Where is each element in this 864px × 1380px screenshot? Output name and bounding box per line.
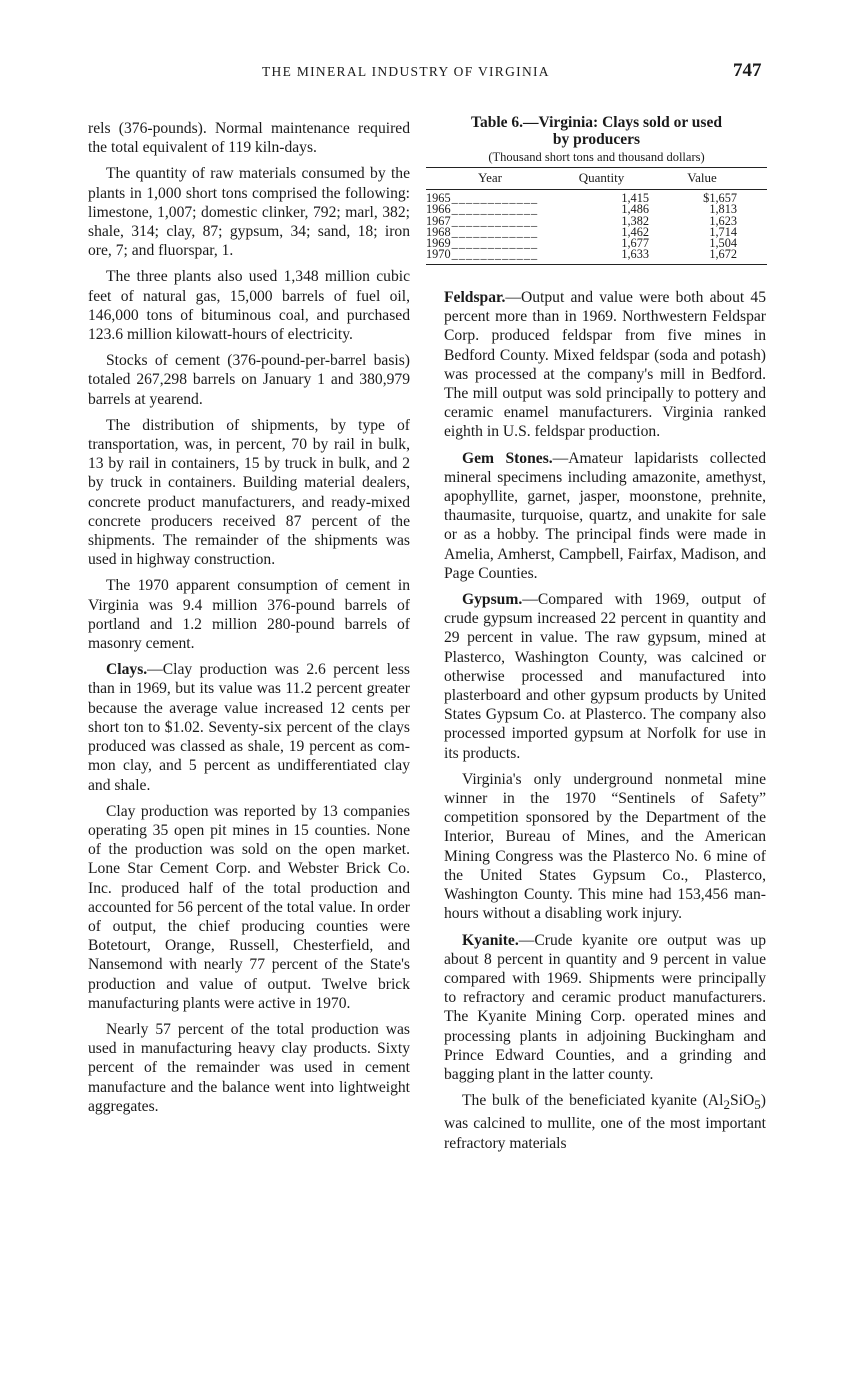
section-heading-clays: Clays. — [106, 661, 148, 679]
quantity-cell: 1,633 — [554, 249, 667, 264]
right-column — [444, 288, 766, 1160]
section-heading-gypsum: Gypsum. — [462, 591, 523, 609]
leader-dots: _ _ _ _ _ _ _ _ _ _ _ _ — [451, 204, 537, 216]
table-title: Table 6.—Virginia: Clays sold or used by producers — [471, 114, 722, 148]
value-cell: 1,623 — [709, 213, 737, 228]
value-cell: 1,714 — [709, 224, 737, 239]
paragraph-gem-stones: Gem Stones.—Amateur lapidarists collected mineral specimens including amazonite, amethyst, apophyllite, garnet, jasper, moonstone, prehnite, thaumasite, turquoise, quartz, and unakite for sale or as a hobby. The principal finds were made in Amelia, Amherst, Campbell, Fairfax, Madison, and Page Counties. — [444, 449, 766, 582]
paragraph-feldspar: Feldspar.—Output and value were both about 45 percent more than in 1969. Northwestern Feldspar Corp. produced feldspar from five mines in Bedford County. Mixed feldspar (soda and potash) was processed at the company's mill in Bedford. The mill output was sold principally to pottery and ceramic enamel manufacturers. Virginia ranked eighth in U.S. feldspar production. — [444, 289, 766, 441]
paragraph: Clay production was reported by 13 companies operating 35 open pit mines in 15 counties. None of the production was sold on the open market. Lone Star Cement Corp. and Webster Brick Co. Inc. produced half of the total production and accounted for 56 percent of the total value. In order of output, the chief producing counties were Botetourt, Orange, Russell, Chesterfield, and Nansemond with nearly 77 percent of the State's production and value of output. Twelve brick manufacturing plants were active in 1970. — [88, 802, 410, 1012]
leader-dots: _ _ _ _ _ _ _ _ _ _ _ _ — [451, 249, 537, 262]
paragraph: Stocks of cement (376-pound-per-barrel basis) totaled 267,298 barrels on January 1 and 380,979 barrels at yearend. — [88, 352, 410, 408]
paragraph: rels (376-pounds). Normal maintenance required the total equivalent of 119 kiln-days. — [88, 120, 410, 157]
value-cell: $1,657 — [703, 191, 737, 205]
quantity-cell: 1,677 — [621, 236, 649, 251]
page-number: 747 — [733, 60, 762, 81]
quantity-cell: 1,382 — [621, 213, 649, 228]
paragraph: Virginia's only underground nonmetal mine winner in the 1970 “Sentinels of Safety” competition sponsored by the Department of the Interior, Bureau of Mines, and the American Mining Congress was the Plasterco No. 6 mine of the United States Gypsum Co., Plasterco, Washington County. This mine had 153,456 man-hours without a disabling work injury. — [444, 770, 766, 923]
left-column — [88, 119, 410, 1123]
year-cell: 1969_ _ _ _ _ _ _ _ _ _ _ _ — [426, 238, 537, 250]
table-6 — [426, 114, 767, 265]
year-cell: 1966_ _ _ _ _ _ _ _ _ _ _ _ — [426, 204, 537, 216]
quantity-cell: 1,462 — [621, 224, 649, 239]
section-heading-feldspar: Feldspar. — [444, 289, 506, 306]
column-header-year: Year — [426, 168, 554, 190]
leader-dots: _ _ _ _ _ _ _ _ _ _ _ _ — [451, 191, 537, 205]
value-cell: 1,672 — [667, 249, 767, 264]
table-units: (Thousand short tons and thousand dollars) — [488, 150, 705, 164]
paragraph-clays: Clays.—Clay production was 2.6 percent less than in 1969, but its value was 11.2 percent greater because the average value increased 12 cents per short ton to $1.02. Seventy-six percent of the clays produced was classed as shale, 19 percent as common clay, and 5 percent as undifferentiated clay and shale. — [88, 661, 410, 794]
leader-dots: _ _ _ _ _ _ _ _ _ _ _ _ — [451, 238, 537, 250]
paragraph-kyanite: Kyanite.—Crude kyanite ore output was up about 8 percent in quantity and 9 percent in value compared with 1969. Shipments were principally to refractory and ceramic product manufacturers. The Kyanite Mining Corp. operated mines and processing plants in adjoining Buckingham and Prince Edward Counties, and a grinding and bagging plant in the latter county. — [444, 931, 766, 1083]
paragraph-gypsum: Gypsum.—Compared with 1969, output of crude gypsum increased 22 percent in quantity and 29 percent in value. The raw gypsum, mined at Plasterco, Washington County, was calcined or otherwise processed and manufactured into plasterboard and other gypsum products by United States Gypsum Co. at Plasterco. The company also processed imported gypsum at Norfolk for use in its products. — [444, 591, 766, 762]
data-table — [426, 167, 767, 265]
column-header-value: Value — [667, 168, 767, 190]
year-cell: 1967_ _ _ _ _ _ _ _ _ _ _ _ — [426, 215, 537, 227]
section-heading-kyanite: Kyanite. — [462, 931, 519, 949]
value-cell: 1,813 — [709, 202, 737, 217]
quantity-cell: 1,486 — [621, 202, 649, 217]
paragraph: The 1970 apparent consumption of cement in Virginia was 9.4 million 376-pound barrels of portland and 1.2 million 280-pound barrels of masonry cement. — [88, 577, 410, 653]
paragraph: The distribution of shipments, by type of transportation, was, in percent, 70 by rail in bulk, 13 by rail in containers, 15 by truck in bulk, and 2 by truck in containers. Building material dealers, concrete product manufacturers, and ready-mixed concrete producers received 87 percent of the shipments. The remainder of the shipments was used in highway construction. — [88, 416, 410, 569]
year-cell: 1968_ _ _ _ _ _ _ _ _ _ _ _ — [426, 226, 537, 239]
paragraph: The quantity of raw materials consumed by the plants in 1,000 short tons comprised the following: limestone, 1,007; domestic clinker, 792; marl, 382; shale, 314; clay, 87; gypsum, 34; sand, 18; iron ore, 7; and fluorspar, 1. — [88, 165, 410, 260]
paragraph: The bulk of the beneficiated kyanite $(Al_2SiO_5)$ was calcined to mullite, one of the most important refractory materials — [444, 1092, 766, 1152]
year-cell: 1965_ _ _ _ _ _ _ _ _ _ _ _ — [426, 191, 537, 205]
table-row — [426, 249, 767, 264]
quantity-cell: 1,415 — [621, 191, 649, 205]
column-header-quantity: Quantity — [554, 168, 667, 190]
section-heading-gem-stones: Gem Stones. — [462, 449, 553, 467]
running-head: THE MINERAL INDUSTRY OF VIRGINIA — [262, 64, 550, 79]
leader-dots: _ _ _ _ _ _ _ _ _ _ _ _ — [451, 215, 537, 227]
value-cell: 1,504 — [709, 236, 737, 251]
paragraph: Nearly 57 percent of the total production was used in manufacturing heavy clay products. Sixty percent of the remainder was used in cement manufacture and the balance went into lightweight aggregates. — [88, 1020, 410, 1115]
year-cell: 1970_ _ _ _ _ _ _ _ _ _ _ _ — [426, 249, 554, 264]
paragraph: The three plants also used 1,348 million cubic feet of natural gas, 15,000 barrels of fuel oil, 146,000 tons of bituminous coal, and purchased 123.6 million kilowatt-hours of electricity. — [88, 268, 410, 344]
leader-dots: _ _ _ _ _ _ _ _ _ _ _ _ — [451, 226, 537, 239]
